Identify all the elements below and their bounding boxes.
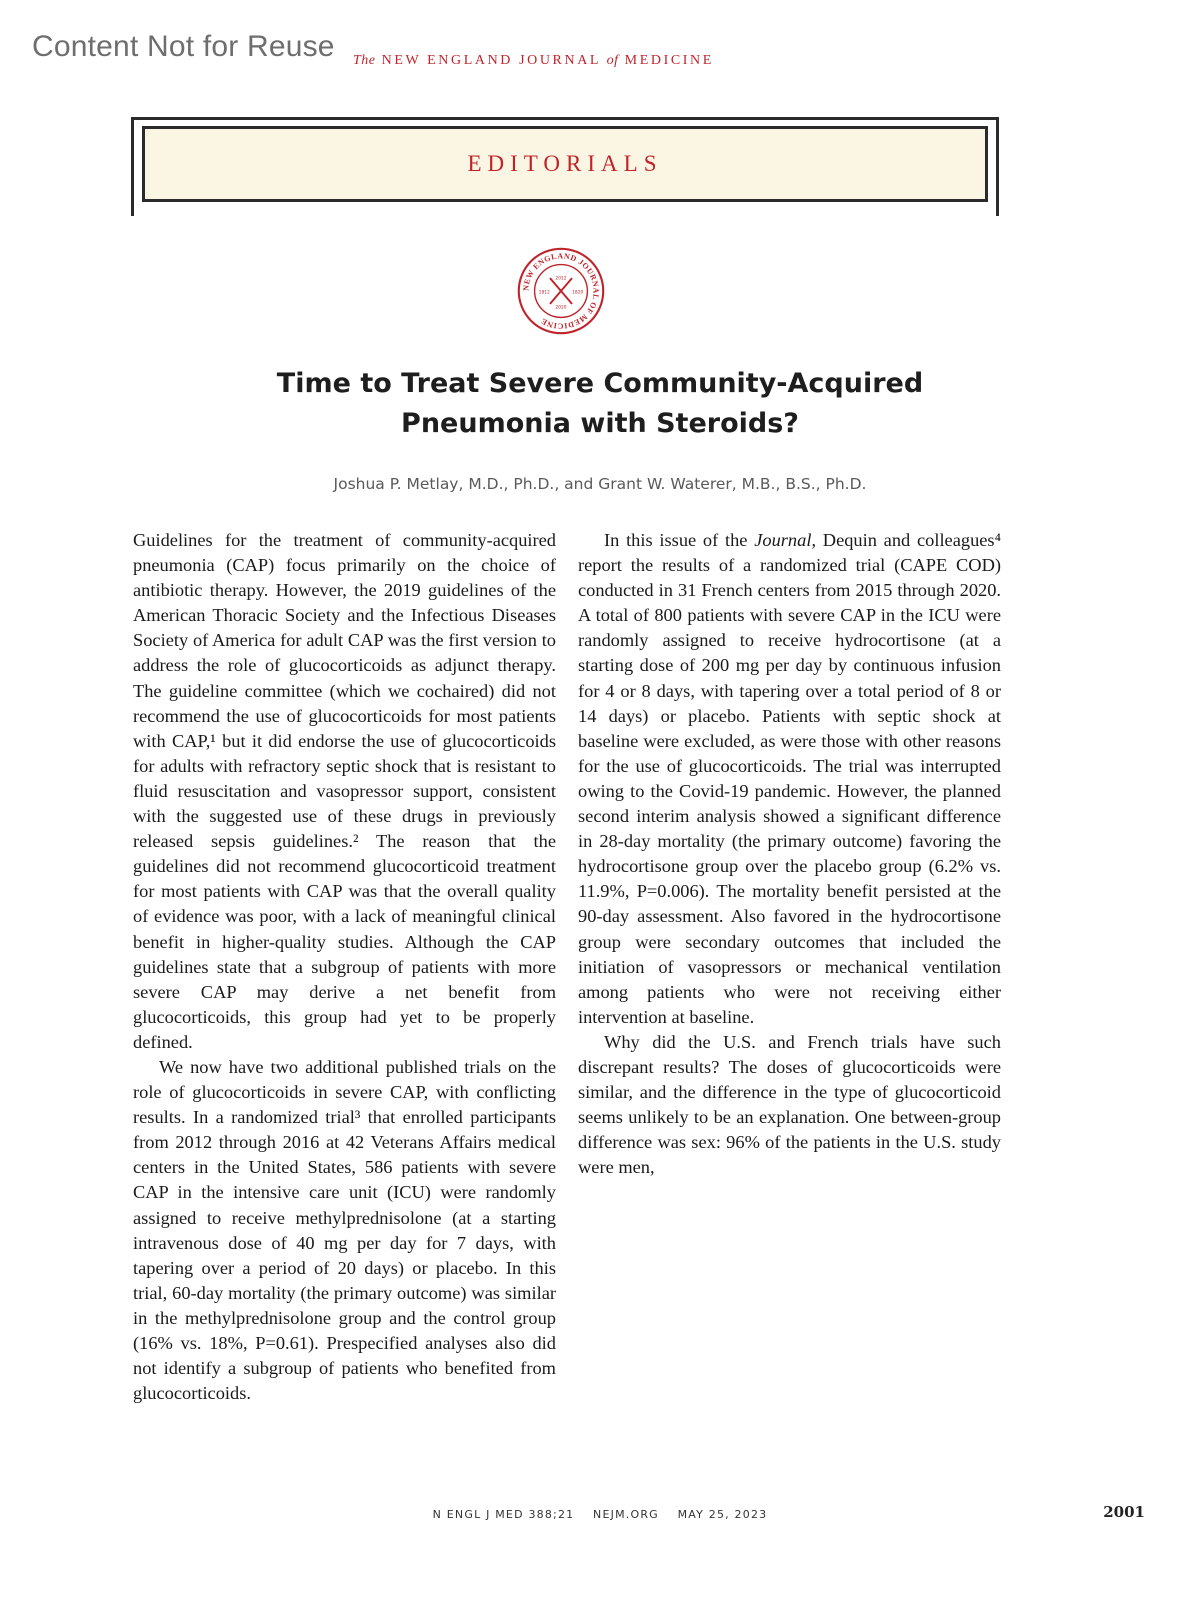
journal-header-main2: MEDICINE <box>624 53 714 68</box>
footer-citation: N ENGL J MED 388;21 <box>432 1508 575 1521</box>
journal-header <box>353 53 714 69</box>
body-paragraph-2: We now have two additional published trials on the role of glucocorticoids in severe CAP, with conflicting results. In a randomized trial³ that enrolled participants from 2012 through 2016 at 42 Veterans Affairs medical centers in the United States, 586 patients with severe CAP in the intensive care unit (ICU) were randomly assigned to receive methylprednisolone (at a starting intravenous dose of 40 mg per day for 7 days, with tapering over a period of 20 days) or placebo. In this trial, 60-day mortality (the primary outcome) was similar in the methylprednisolone group and the control group (16% vs. 18%, P=0.61). Prespecified analyses also did not identify a subgroup of patients who benefited from glucocorticoids. <box>133 1056 556 1404</box>
seal-outer-text: NEW ENGLAND JOURNAL OF MEDICINE <box>521 251 601 331</box>
section-title: EDITORIALS <box>467 151 663 176</box>
page-footer <box>0 1508 1200 1521</box>
journal-header-main1: NEW ENGLAND JOURNAL <box>381 53 601 68</box>
section-banner <box>131 117 999 216</box>
body-paragraph-3 <box>578 528 1001 1030</box>
journal-seal-logo <box>517 247 605 335</box>
section-banner-box <box>142 126 988 202</box>
seal-year-right: 1820 <box>572 290 584 296</box>
footer-date: MAY 25, 2023 <box>677 1508 768 1521</box>
journal-header-of: of <box>606 53 619 68</box>
seal-year-bottom: 2020 <box>555 305 567 311</box>
body-paragraph-3-rest: , Dequin and colleagues⁴ report the results of a randomized trial (CAPE COD) conducted in 31 French centers from 2015 through 2020. A total of 800 patients with severe CAP in the ICU were randomly assigned to receive hydrocortisone (at a starting dose of 200 mg per day by continuous infusion for 4 or 8 days, with tapering over a total period of 8 or 14 days) or placebo. Patients with septic shock at baseline were excluded, as were those with other reasons for the use of glucocorticoids. The trial was interrupted owing to the Covid-19 pandemic. However, the planned second interim analysis showed a significant difference in 28-day mortality (the primary outcome) favoring the hydrocortisone group over the placebo group (6.2% vs. 11.9%, P=0.006). The mortality benefit persisted at the 90-day assessment. Also favored in the hydrocortisone group were secondary outcomes that included the initiation of vasopressors or mechanical ventilation among patients who were not receiving either intervention at baseline. <box>578 530 1002 1027</box>
article-body <box>133 528 1001 1418</box>
body-paragraph-4: Why did the U.S. and French trials have such discrepant results? The doses of glucocorticoids were similar, and the difference in the type of glucocorticoid seems unlikely to be an explanation. One between-group difference was sex: 96% of the patients in the U.S. study were men, <box>578 1031 1001 1178</box>
article-title <box>180 364 1020 444</box>
article-title-line2: Pneumonia with Steroids? <box>401 408 799 439</box>
journal-header-the: The <box>353 53 376 68</box>
seal-year-top: 2012 <box>555 276 567 282</box>
page-number: 2001 <box>1103 1503 1145 1521</box>
body-paragraph-1: Guidelines for the treatment of community-acquired pneumonia (CAP) focus primarily on the choice of antibiotic therapy. However, the 2019 guidelines of the American Thoracic Society and the Infectious Diseases Society of America for adult CAP was the first version to address the role of glucocorticoids as adjunct therapy. The guideline committee (which we cochaired) did not recommend the use of glucocorticoids for most patients with CAP,¹ but it did endorse the use of glucocorticoids for adults with refractory septic shock that is resistant to fluid resuscitation and vasopressor support, consistent with the suggested use of these drugs in previously released sepsis guidelines.² The reason that the guidelines did not recommend glucocorticoid treatment for most patients with CAP was that the overall quality of evidence was poor, with a lack of meaningful clinical benefit in higher-quality studies. Although the CAP guidelines state that a subgroup of patients with more severe CAP may derive a net benefit from glucocorticoids, this group had yet to be properly defined. <box>133 530 556 1052</box>
article-title-line1: Time to Treat Severe Community-Acquired <box>276 368 924 399</box>
watermark: Content Not for Reuse <box>32 30 335 63</box>
seal-year-left: 1812 <box>538 290 550 296</box>
body-paragraph-3-start: In this issue of the <box>604 530 755 550</box>
footer-site: NEJM.ORG <box>593 1508 659 1521</box>
journal-name: Journal <box>754 530 812 550</box>
article-authors: Joshua P. Metlay, M.D., Ph.D., and Grant W. Waterer, M.B., B.S., Ph.D. <box>333 475 867 493</box>
